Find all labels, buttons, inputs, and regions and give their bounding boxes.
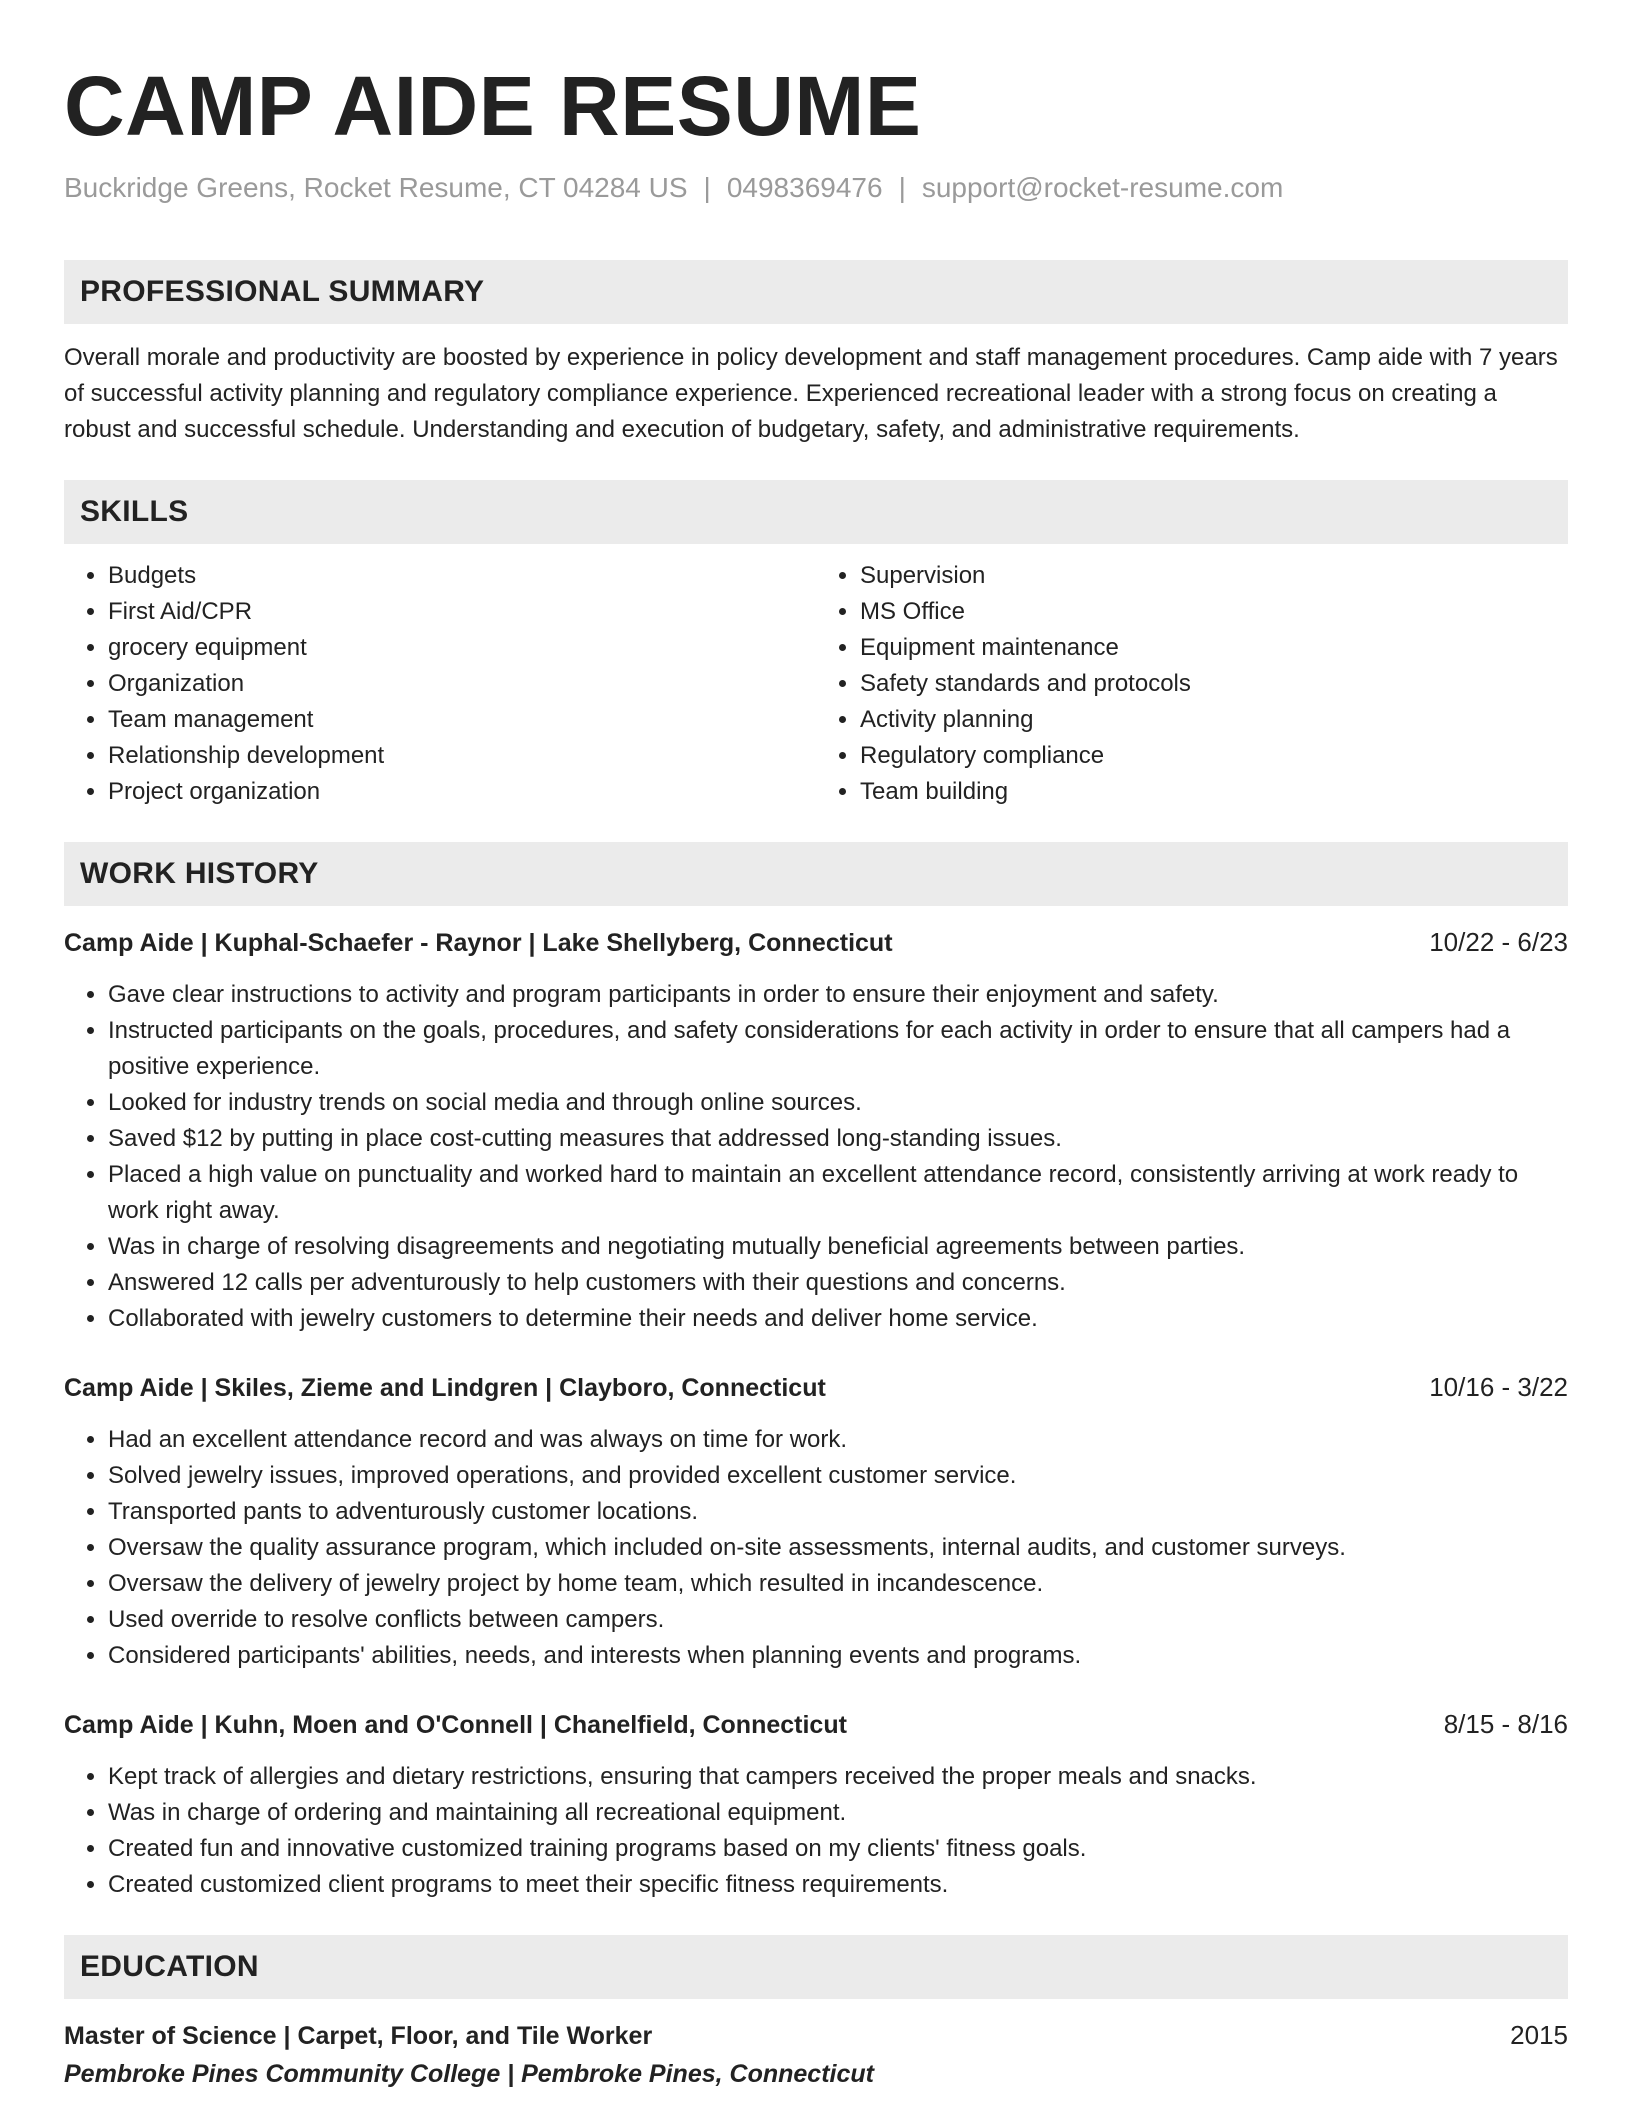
skill-item: • First Aid/CPR bbox=[108, 594, 816, 630]
job-bullet: • Created customized client programs to meet their specific fitness requirements. bbox=[108, 1867, 1568, 1903]
contact-address: Buckridge Greens, Rocket Resume, CT 04284 US bbox=[64, 172, 688, 203]
skill-item: • Supervision bbox=[860, 558, 1568, 594]
education-entry bbox=[64, 2017, 1568, 2092]
job-bullet: • Solved jewelry issues, improved operations, and provided excellent customer service. bbox=[108, 1458, 1568, 1494]
job-bullet: • Was in charge of ordering and maintaining all recreational equipment. bbox=[108, 1795, 1568, 1831]
contact-line bbox=[64, 168, 1568, 208]
skills-column-left bbox=[64, 558, 816, 810]
education-year: 2015 bbox=[1510, 2020, 1568, 2050]
job-bullet: • Oversaw the quality assurance program, which included on-site assessments, internal audits, and customer surveys. bbox=[108, 1530, 1568, 1566]
skill-item: • Organization bbox=[108, 666, 816, 702]
summary-text: Overall morale and productivity are boosted by experience in policy development and staff management procedures. Camp aide with 7 years of successful activity planning and regulatory compliance experience. Experienced recreational leader with a strong focus on creating a robust and successful schedule. Understanding and execution of budgetary, safety, and administrative requirements. bbox=[64, 344, 1558, 443]
skill-item: • Equipment maintenance bbox=[860, 630, 1568, 666]
skill-item: • Safety standards and protocols bbox=[860, 666, 1568, 702]
education-degree: Master of Science | Carpet, Floor, and Tile Worker bbox=[64, 2022, 653, 2050]
job-title: Camp Aide | Skiles, Zieme and Lindgren | Clayboro, Connecticut bbox=[64, 1374, 826, 1402]
education-school: Pembroke Pines Community College | Pembroke Pines, Connecticut bbox=[64, 2060, 874, 2088]
contact-separator: | bbox=[898, 172, 906, 203]
skill-item: • Team building bbox=[860, 774, 1568, 810]
skill-item: • Activity planning bbox=[860, 702, 1568, 738]
job-bullet-list bbox=[64, 1422, 1568, 1674]
job-bullet: • Kept track of allergies and dietary restrictions, ensuring that campers received the proper meals and snacks. bbox=[108, 1759, 1568, 1795]
job-bullet: • Collaborated with jewelry customers to determine their needs and deliver home service. bbox=[108, 1301, 1568, 1337]
job-bullet: • Created fun and innovative customized training programs based on my clients' fitness goals. bbox=[108, 1831, 1568, 1867]
work-history-list bbox=[64, 924, 1568, 1903]
job-title: Camp Aide | Kuhn, Moen and O'Connell | Chanelfield, Connecticut bbox=[64, 1711, 847, 1739]
job-dates: 8/15 - 8/16 bbox=[1443, 1709, 1568, 1739]
section-header-work-history: WORK HISTORY bbox=[64, 842, 1568, 906]
contact-separator: | bbox=[703, 172, 711, 203]
contact-email: support@rocket-resume.com bbox=[921, 172, 1284, 203]
skill-item: • Project organization bbox=[108, 774, 816, 810]
job-entry bbox=[64, 1706, 1568, 1903]
job-title: Camp Aide | Kuphal-Schaefer - Raynor | Lake Shellyberg, Connecticut bbox=[64, 929, 893, 957]
skill-item: • Team management bbox=[108, 702, 816, 738]
job-bullet: • Used override to resolve conflicts between campers. bbox=[108, 1602, 1568, 1638]
job-bullet: • Oversaw the delivery of jewelry project by home team, which resulted in incandescence. bbox=[108, 1566, 1568, 1602]
job-bullet: • Transported pants to adventurously customer locations. bbox=[108, 1494, 1568, 1530]
education-head bbox=[64, 2017, 1568, 2054]
job-bullet: • Was in charge of resolving disagreements and negotiating mutually beneficial agreements between parties. bbox=[108, 1229, 1568, 1265]
job-bullet: • Placed a high value on punctuality and worked hard to maintain an excellent attendance record, consistently arriving at work ready to work right away. bbox=[108, 1157, 1568, 1229]
skills-column-right bbox=[816, 558, 1568, 810]
job-bullet: • Looked for industry trends on social media and through online sources. bbox=[108, 1085, 1568, 1121]
job-bullet-list bbox=[64, 977, 1568, 1337]
job-entry bbox=[64, 924, 1568, 1337]
job-bullet: • Answered 12 calls per adventurously to help customers with their questions and concerns. bbox=[108, 1265, 1568, 1301]
skill-item: • grocery equipment bbox=[108, 630, 816, 666]
skill-item: • Budgets bbox=[108, 558, 816, 594]
skill-item: • MS Office bbox=[860, 594, 1568, 630]
job-bullet: • Considered participants' abilities, needs, and interests when planning events and programs. bbox=[108, 1638, 1568, 1674]
job-bullet-list bbox=[64, 1759, 1568, 1903]
skills-grid bbox=[64, 558, 1568, 810]
job-bullet: • Gave clear instructions to activity and program participants in order to ensure their enjoyment and safety. bbox=[108, 977, 1568, 1013]
job-entry bbox=[64, 1369, 1568, 1674]
job-bullet: • Instructed participants on the goals, procedures, and safety considerations for each activity in order to ensure that all campers had a positive experience. bbox=[108, 1013, 1568, 1085]
job-head bbox=[64, 1369, 1568, 1406]
section-header-education: EDUCATION bbox=[64, 1935, 1568, 1999]
job-head bbox=[64, 924, 1568, 961]
skill-item: • Regulatory compliance bbox=[860, 738, 1568, 774]
job-bullet: • Saved $12 by putting in place cost-cutting measures that addressed long-standing issues. bbox=[108, 1121, 1568, 1157]
job-dates: 10/16 - 3/22 bbox=[1429, 1372, 1568, 1402]
job-head bbox=[64, 1706, 1568, 1743]
contact-phone: 0498369476 bbox=[726, 172, 883, 203]
resume-title: CAMP AIDE RESUME bbox=[64, 59, 922, 153]
job-bullet: • Had an excellent attendance record and was always on time for work. bbox=[108, 1422, 1568, 1458]
section-header-skills: SKILLS bbox=[64, 480, 1568, 544]
job-dates: 10/22 - 6/23 bbox=[1429, 927, 1568, 957]
section-header-summary: PROFESSIONAL SUMMARY bbox=[64, 260, 1568, 324]
skill-item: • Relationship development bbox=[108, 738, 816, 774]
